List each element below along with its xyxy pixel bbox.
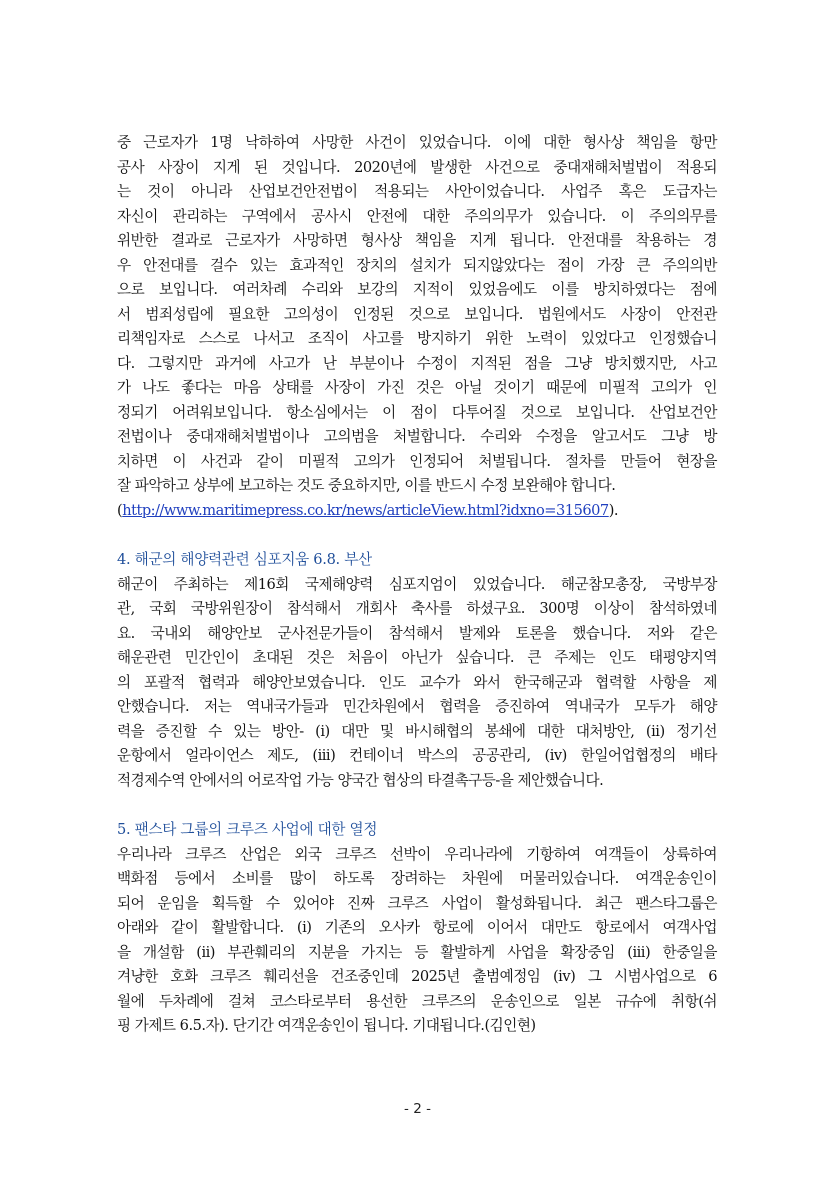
text-line: 가 나도 좋다는 마음 상태를 사장이 가진 것은 아닐 것이기 때문에 미필적 고의가 인 xyxy=(117,379,717,396)
text-line: 운항에서 얼라이언스 제도, (iii) 컨테이너 박스의 공공관리, (iv) 한일어업협정의 배타 xyxy=(117,747,717,764)
text-line: 우 안전대를 걸수 있는 효과적인 장치의 설치가 되지않았다는 점이 가장 큰 주의의반 xyxy=(117,256,717,274)
text-line: 전법이나 중대재해처벌법이나 고의범을 처벌합니다. 수리와 수정을 알고서도 그냥 방 xyxy=(117,428,717,445)
source-url-link[interactable]: http://www.maritimepress.co.kr/news/articleView.html?idxno=315607 xyxy=(122,501,609,519)
text-line: 위반한 결과로 근로자가 사망하면 형사상 책임을 지게 됩니다. 안전대를 착용하는 경 xyxy=(117,232,717,249)
text-line: 리책임자로 스스로 나서고 조직이 사고를 방지하기 위한 노력이 있었다고 인정했습니 xyxy=(117,330,717,347)
text-line: 공사 사장이 지게 된 것입니다. 2020년에 발생한 사건으로 중대재해처벌법이 적용되 xyxy=(117,158,717,176)
text-line: 으로 보입니다. 여러차례 수리와 보강의 지적이 있었음에도 이를 방치하였다는 점에 xyxy=(117,281,717,298)
section-heading: 5. 팬스타 그룹의 크루즈 사업에 대한 열정 xyxy=(117,821,378,838)
section-spacer xyxy=(117,523,717,548)
link-close-paren: ). xyxy=(608,501,619,519)
section-navy-symposium xyxy=(117,548,717,793)
text-line: 겨냥한 호화 크루즈 훼리선을 건조중인데 2025년 출범예정임 (iv) 그 시범사업으로 6 xyxy=(117,968,717,985)
section-heading: 4. 해군의 해양력관련 심포지움 6.8. 부산 xyxy=(117,551,372,568)
text-line: 안했습니다. 저는 역내국가들과 민간차원에서 협력을 증진하여 역내국가 모두가 해양 xyxy=(117,698,717,715)
section-spacer xyxy=(117,793,717,818)
document-body xyxy=(117,131,717,1039)
text-line: 우리나라 크루즈 산업은 외국 크루즈 선박이 우리나라에 기항하여 여객들이 상륙하여 xyxy=(117,845,717,863)
paragraph-safety-case xyxy=(117,131,717,523)
text-line: 력을 증진할 수 있는 방안- (i) 대만 및 바시해협의 봉쇄에 대한 대처방안, (ii) 정기선 xyxy=(117,722,717,740)
text-line: 치하면 이 사건과 같이 미필적 고의가 인정되어 처벌됩니다. 절차를 만들어 현장을 xyxy=(117,452,717,470)
text-line: 아래와 같이 활발합니다. (i) 기존의 오사카 항로에 이어서 대만도 항로에서 여객사업 xyxy=(117,919,717,936)
text-line: 되어 운임을 획득할 수 있어야 진짜 크루즈 사업이 활성화됩니다. 최근 팬스타그룹은 xyxy=(117,894,717,912)
link-open-paren: ( xyxy=(117,501,123,519)
text-line: 월에 두차례에 걸쳐 코스타로부터 용선한 크루즈의 운송인으로 일본 규슈에 취항(쉬 xyxy=(117,992,717,1010)
text-line: 적경제수역 안에서의 어로작업 가능 양국간 협상의 타결촉구등-을 제안했습니다. xyxy=(117,771,604,789)
text-line: 핑 가제트 6.5.자). 단기간 여객운송인이 됩니다. 기대됩니다.(김인현) xyxy=(117,1017,536,1034)
page-number: - 2 - xyxy=(404,1101,431,1117)
text-line: 서 범죄성립에 필요한 고의성이 인정된 것으로 보입니다. 법원에서도 사장이 안전관 xyxy=(117,305,717,323)
text-line: 자신이 관리하는 구역에서 공사시 안전에 대한 주의의무가 있습니다. 이 주의의무를 xyxy=(117,207,717,225)
text-line: 백화점 등에서 소비를 많이 하도록 장려하는 차원에 머물러있습니다. 여객운송인이 xyxy=(117,870,717,887)
text-line: 잘 파악하고 상부에 보고하는 것도 중요하지만, 이를 반드시 수정 보완해야 합니다. xyxy=(117,477,616,494)
text-line: 의 포괄적 협력과 해양안보였습니다. 인도 교수가 와서 한국해군과 협력할 사항을 제 xyxy=(117,673,717,691)
text-line: 해군이 주최하는 제16회 국제해양력 심포지엄이 있었습니다. 해군참모총장, 국방부장 xyxy=(117,575,717,593)
text-line: 는 것이 아니라 산업보건안전법이 적용되는 사안이었습니다. 사업주 혹은 도급자는 xyxy=(117,183,717,200)
text-line: 요. 국내외 해양안보 군사전문가들이 참석해서 발제와 토론을 했습니다. 저와 같은 xyxy=(117,624,717,642)
text-line: 다. 그렇지만 과거에 사고가 난 부분이나 수정이 지적된 점을 그냥 방치했지만, 사고 xyxy=(117,354,717,372)
section-panstar-cruise xyxy=(117,818,717,1039)
text-line: 중 근로자가 1명 낙하하여 사망한 사건이 있었습니다. 이에 대한 형사상 책임을 항만 xyxy=(117,134,717,151)
text-line: 정되기 어려워보입니다. 항소심에서는 이 점이 다투어질 것으로 보입니다. 산업보건안 xyxy=(117,403,717,421)
text-line: 해운관련 민간인이 초대된 것은 처음이 아닌가 싶습니다. 큰 주제는 인도 태평양지역 xyxy=(117,649,717,666)
text-line: 을 개설함 (ii) 부관훼리의 지분을 가지는 등 활발하게 사업을 확장중임 (iii) 한중일을 xyxy=(117,943,717,961)
text-line: 관, 국회 국방위원장이 참석해서 개회사 축사를 하셨구요. 300명 이상이 참석하였네 xyxy=(117,600,717,617)
source-link-line xyxy=(117,499,717,524)
